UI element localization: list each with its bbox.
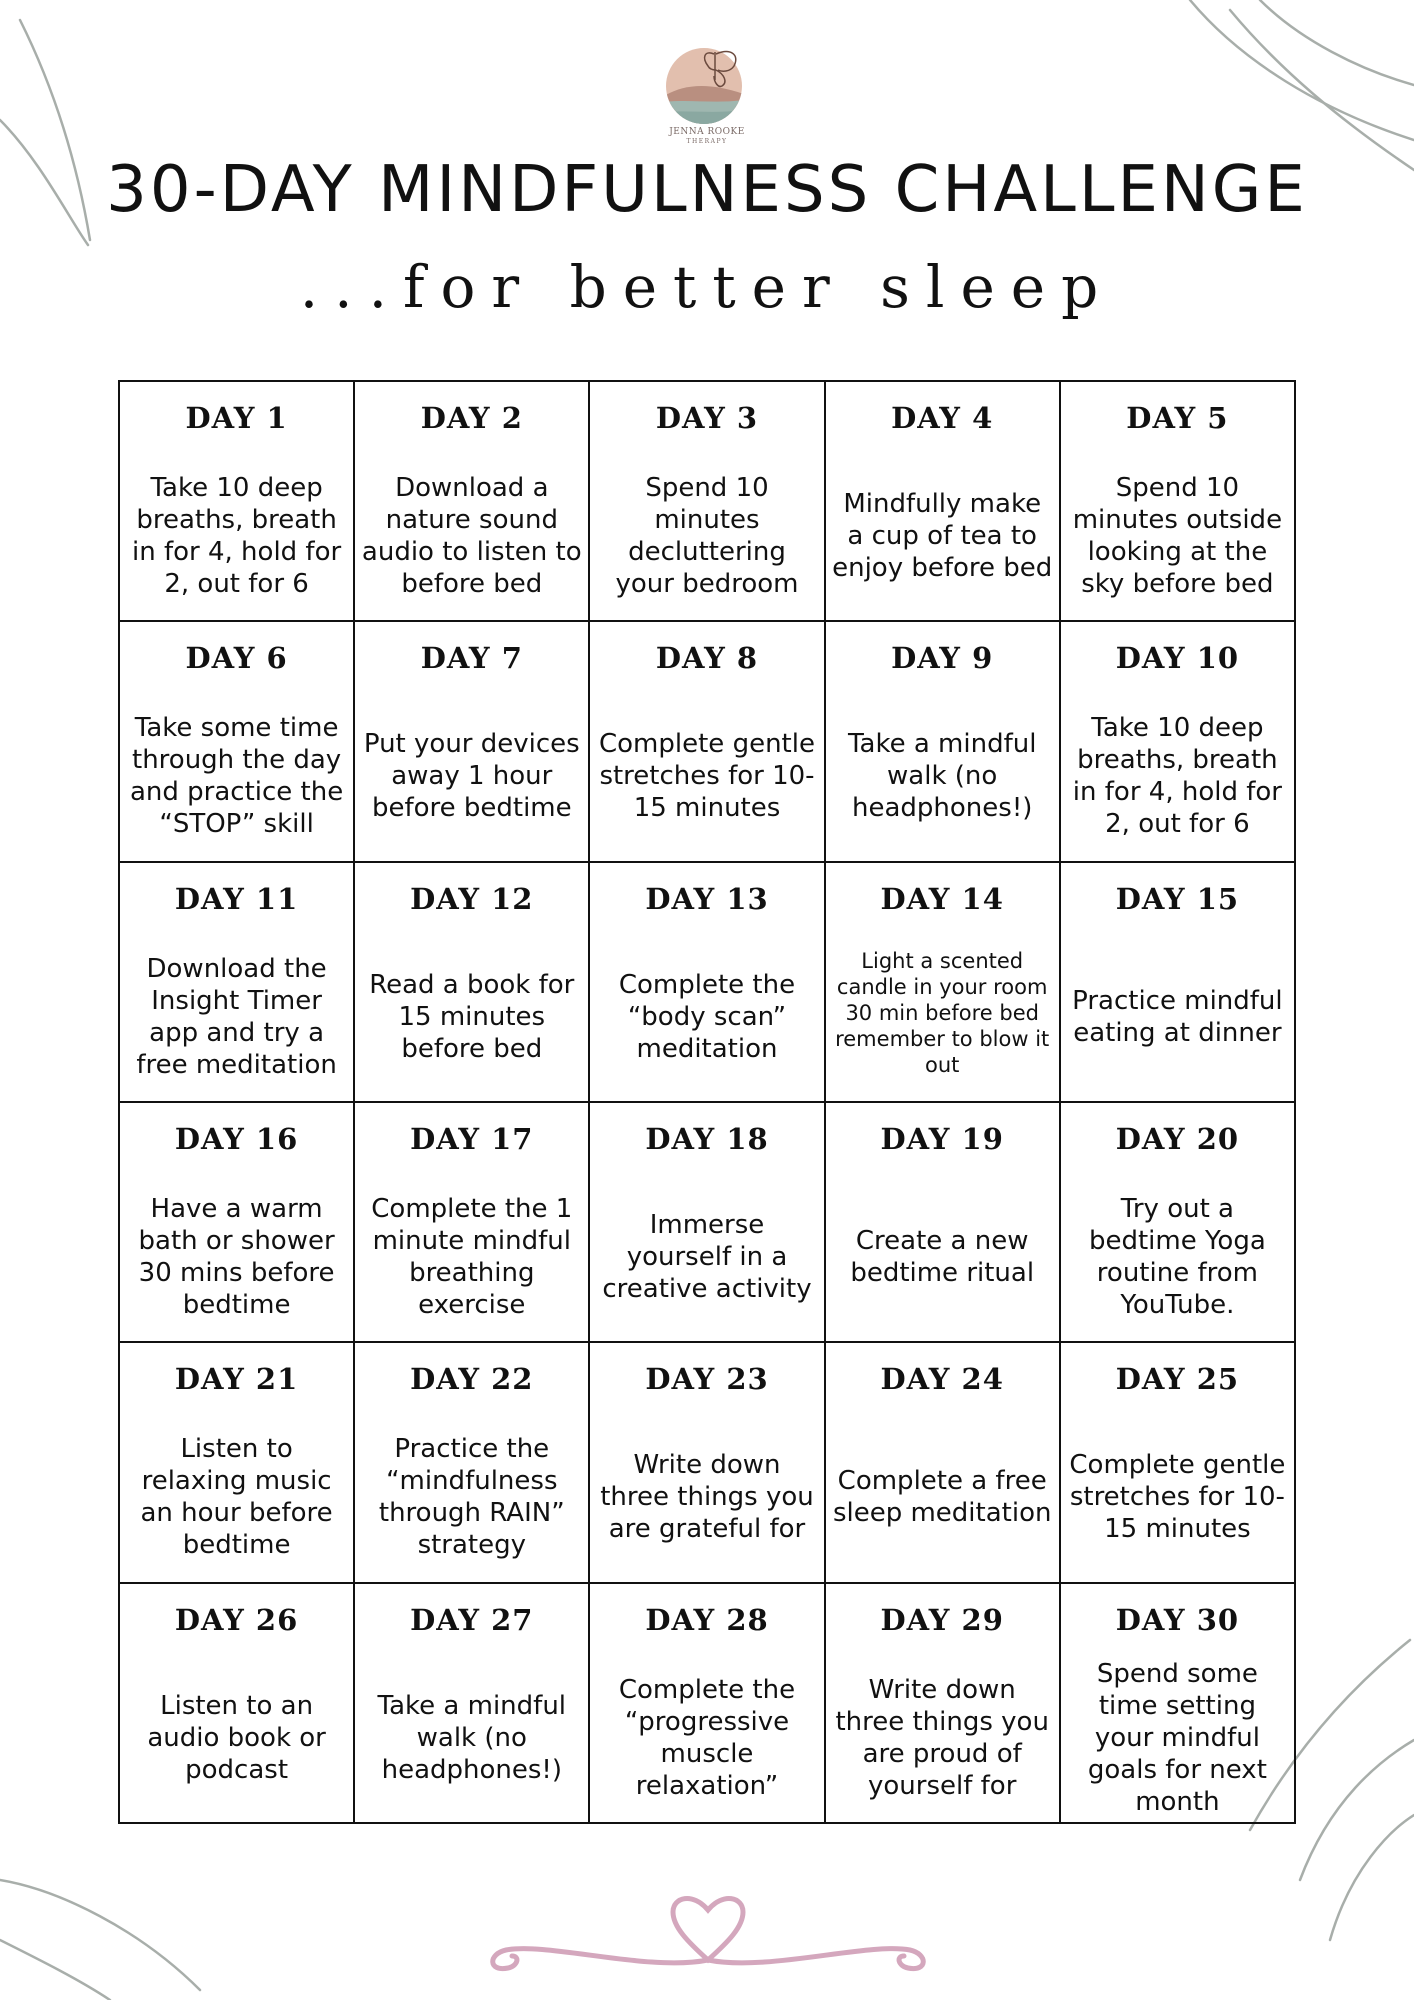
day-label: DAY 28 [645,1602,769,1637]
day-label: DAY 25 [1115,1362,1240,1397]
day-activity: Take 10 deep breaths, breath in for 4, hold for 2, out for 6 [1072,713,1282,840]
day-cell [1061,863,1296,1103]
day-activity: Complete the 1 minute mindful breathing exercise [371,1194,573,1321]
day-activity: Take a mindful walk (no headphones!) [847,729,1037,824]
day-cell [590,1343,825,1583]
day-activity: Immerse yourself in a creative activity [602,1210,812,1305]
day-activity: Have a warm bath or shower 30 mins before bedtime [138,1194,335,1321]
day-cell [355,1343,590,1583]
day-activity: Light a scented candle in your room 30 min before bed remember to blow it out [835,948,1050,1077]
day-label: DAY 4 [891,401,994,435]
day-cell [355,622,590,862]
day-cell [355,382,590,622]
day-label: DAY 17 [410,1121,534,1156]
day-label: DAY 6 [185,641,288,676]
day-label: DAY 14 [880,881,1004,916]
day-label: DAY 7 [420,641,523,676]
day-cell [826,382,1061,622]
day-label: DAY 1 [185,401,288,435]
day-cell [355,863,590,1103]
day-label: DAY 27 [410,1602,534,1637]
brand-name: JENNA ROOKE [669,127,745,137]
day-label: DAY 12 [410,881,534,916]
day-label: DAY 9 [891,641,994,676]
day-cell [120,863,355,1103]
brand-subname: THERAPY [686,138,728,145]
day-cell [590,622,825,862]
day-cell [1061,1343,1296,1583]
day-activity: Complete gentle stretches for 10-15 minutes [599,729,815,824]
day-label: DAY 8 [655,641,759,676]
day-activity: Spend 10 minutes outside looking at the sky before bed [1072,473,1283,600]
day-label: DAY 13 [645,881,769,916]
day-cell [826,863,1061,1103]
day-label: DAY 3 [655,401,759,435]
day-label: DAY 20 [1115,1121,1240,1156]
day-activity: Take 10 deep breaths, breath in for 4, hold for 2, out for 6 [132,473,342,600]
heart-flourish-icon [488,1872,928,1972]
day-activity: Complete a free sleep meditation [832,1466,1052,1529]
day-cell [826,1343,1061,1583]
day-cell [826,1584,1061,1824]
day-cell [355,1103,590,1343]
day-cell [1061,1584,1296,1824]
day-label: DAY 2 [420,401,523,435]
day-activity: Spend some time setting your mindful goals for next month [1087,1658,1267,1817]
brand-logo [664,44,750,144]
day-label: DAY 19 [880,1121,1004,1156]
day-cell [120,1343,355,1583]
day-activity: Practice mindful eating at dinner [1072,985,1283,1048]
page-title: 30-DAY MINDFULNESS CHALLENGE [106,153,1308,227]
day-label: DAY 21 [174,1362,299,1397]
day-activity: Write down three things you are proud of yourself for [835,1674,1049,1801]
challenge-grid [118,380,1296,1824]
day-cell [1061,1103,1296,1343]
day-cell [826,622,1061,862]
day-activity: Try out a bedtime Yoga routine from YouTube. [1088,1194,1266,1321]
page-subtitle: ...for better sleep [299,253,1115,321]
day-label: DAY 24 [880,1362,1004,1397]
day-activity: Download a nature sound audio to listen to before bed [361,473,582,600]
day-cell [120,1103,355,1343]
day-activity: Take some time through the day and practice the “STOP” skill [129,713,344,840]
day-activity: Read a book for 15 minutes before bed [369,969,575,1064]
day-activity: Practice the “mindfulness through RAIN” strategy [378,1434,565,1561]
day-cell [590,863,825,1103]
day-activity: Listen to an audio book or podcast [147,1690,326,1785]
day-cell [590,1103,825,1343]
day-label: DAY 30 [1115,1602,1240,1637]
day-label: DAY 23 [645,1362,769,1397]
day-label: DAY 15 [1115,881,1240,916]
day-label: DAY 10 [1115,641,1240,676]
day-activity: Complete the “progressive muscle relaxation” [618,1674,796,1801]
day-activity: Take a mindful walk (no headphones!) [377,1690,567,1785]
day-label: DAY 29 [880,1602,1004,1637]
day-activity: Complete the “body scan” meditation [618,969,796,1064]
day-label: DAY 11 [174,881,299,916]
day-label: DAY 26 [174,1602,299,1637]
day-cell [1061,622,1296,862]
day-cell [355,1584,590,1824]
day-cell [120,382,355,622]
day-cell [1061,382,1296,622]
day-label: DAY 16 [174,1121,299,1156]
day-cell [826,1103,1061,1343]
day-activity: Mindfully make a cup of tea to enjoy before bed [832,489,1053,584]
day-activity: Listen to relaxing music an hour before bedtime [140,1434,333,1561]
day-label: DAY 18 [645,1121,769,1156]
day-cell [120,622,355,862]
day-activity: Put your devices away 1 hour before bedtime [363,729,580,824]
day-activity: Write down three things you are grateful for [600,1450,814,1545]
day-label: DAY 5 [1126,401,1229,435]
butterfly-logo-icon [664,44,750,128]
day-label: DAY 22 [410,1362,534,1397]
day-activity: Download the Insight Timer app and try a free meditation [136,953,337,1080]
day-activity: Complete gentle stretches for 10-15 minutes [1069,1450,1286,1545]
day-cell [590,382,825,622]
day-cell [590,1584,825,1824]
day-activity: Spend 10 minutes decluttering your bedroom [615,473,799,600]
day-activity: Create a new bedtime ritual [850,1226,1035,1289]
day-cell [120,1584,355,1824]
